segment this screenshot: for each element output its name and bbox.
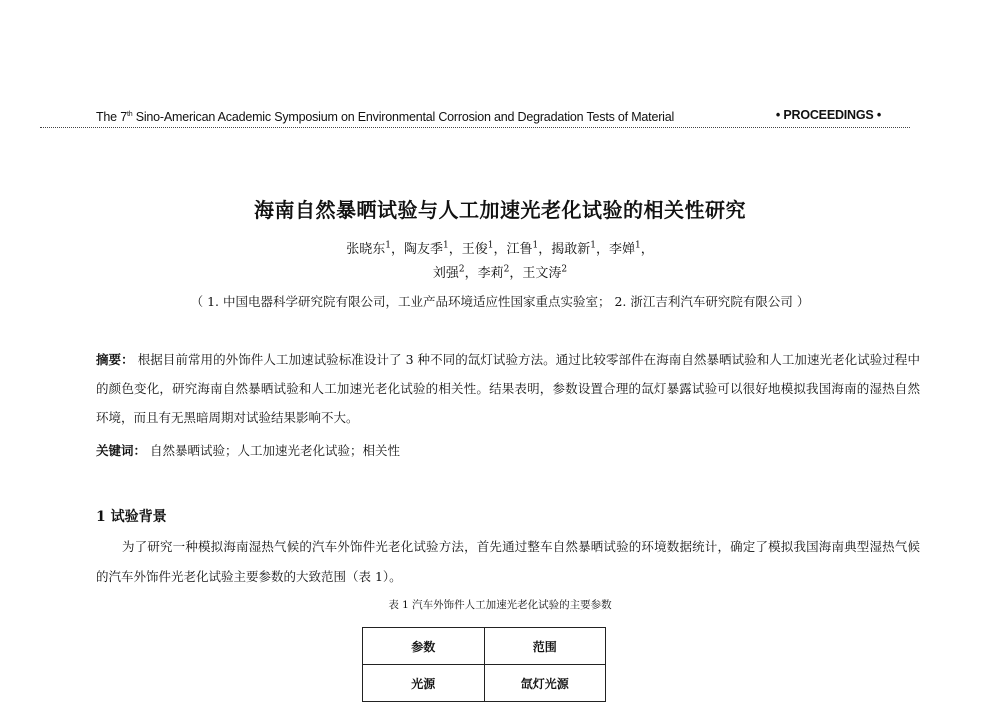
abstract: [96, 345, 920, 432]
author-separator: ，: [596, 242, 610, 257]
table-header-row: [363, 628, 606, 665]
author-affiliation-mark: 2: [503, 264, 510, 275]
header-divider: [40, 127, 910, 128]
abstract-label: 摘要：: [96, 352, 134, 367]
table-row: [363, 665, 606, 702]
parameters-table: [362, 627, 606, 702]
table-cell: 光源: [363, 665, 485, 702]
author-separator: ，: [464, 266, 478, 281]
keywords: [96, 441, 920, 459]
abstract-text: 根据目前常用的外饰件人工加速试验标准设计了 3 种不同的氙灯试验方法。通过比较零部件在海南自然暴晒试验和人工加速光老化试验过程中的颜色变化，研究海南自然暴晒试验和人工加速光老化试验的相关性。结果表明，参数设置合理的氙灯暴露试验可以很好地模拟我国海南的湿热自然环境，而且有无黑暗周期对试验结果影响不大。: [96, 352, 920, 425]
body-paragraph: 为了研究一种模拟海南湿热气候的汽车外饰件光老化试验方法，首先通过整车自然暴晒试验的环境数据统计，确定了模拟我国海南典型湿热气候的汽车外饰件光老化试验主要参数的大致范围（表 1）。: [96, 539, 920, 584]
author-name: 王文涛: [522, 266, 562, 281]
author-separator: ，: [509, 266, 523, 281]
author-name: 李婵: [609, 242, 636, 257]
paper-title: 海南自然暴晒试验与人工加速光老化试验的相关性研究: [254, 198, 746, 222]
author-list-line-2: [0, 262, 1000, 281]
author-name: 江鲁: [506, 242, 533, 257]
author-separator: ，: [538, 242, 552, 257]
author-affiliation-mark: 2: [458, 264, 465, 275]
author-name: 张晓东: [346, 242, 386, 257]
author-affiliation-mark: 1: [442, 240, 449, 251]
table-cell: 氙灯光源: [484, 665, 606, 702]
table-header-cell: 范围: [484, 628, 606, 665]
author-separator: ，: [448, 242, 462, 257]
author-affiliation-mark: 1: [487, 240, 494, 251]
author-name: 刘强: [432, 266, 459, 281]
author-affiliation-mark: 1: [385, 240, 391, 251]
author-name: 揭敢新: [551, 242, 591, 257]
table-caption: 表 1 汽车外饰件人工加速光老化试验的主要参数: [388, 599, 612, 611]
running-header: [96, 106, 909, 128]
author-separator: ，: [640, 242, 654, 257]
author-name: 王俊: [461, 242, 488, 257]
author-affiliation-mark: 1: [590, 240, 597, 251]
author-list-line-1: [0, 238, 1000, 257]
table-header-cell: 参数: [363, 628, 485, 665]
keywords-text: 自然暴晒试验；人工加速光老化试验；相关性: [150, 443, 401, 458]
section-heading: 1 试验背景: [96, 509, 167, 525]
author-affiliation-mark: 2: [561, 264, 568, 275]
author-separator: ，: [493, 242, 507, 257]
affiliations: （ 1. 中国电器科学研究院有限公司，工业产品环境适应性国家重点实验室； 2. 浙江吉利汽车研究院有限公司 ）: [190, 294, 810, 309]
author-name: 陶友季: [403, 242, 443, 257]
author-affiliation-mark: 1: [532, 240, 539, 251]
author-separator: ，: [390, 242, 404, 257]
keywords-label: 关键词：: [96, 443, 147, 458]
proceedings-label: • PROCEEDINGS •: [775, 108, 881, 122]
author-affiliation-mark: 1: [635, 240, 641, 251]
series-title: The 7th Sino-American Academic Symposium on Environmental Corrosion and Degradation Tests of Material: [96, 110, 675, 124]
author-name: 李莉: [477, 266, 504, 281]
